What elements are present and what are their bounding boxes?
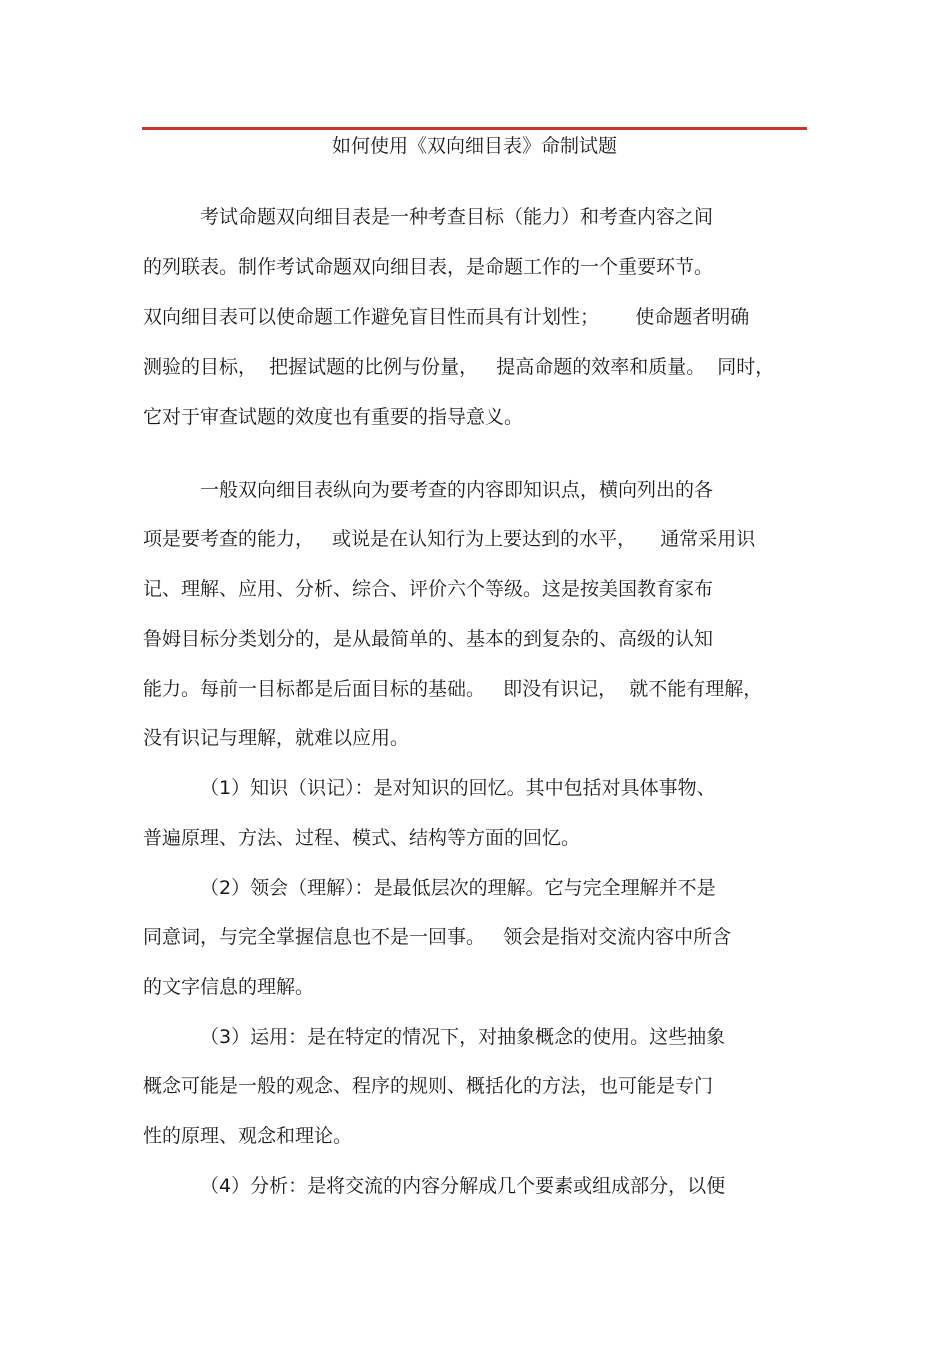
body-line: （3）运用：是在特定的情况下，对抽象概念的使用。这些抽象 <box>200 1026 726 1048</box>
body-line: 鲁姆目标分类划分的，是从最简单的、基本的到复杂的、高级的认知 <box>143 628 714 650</box>
body-line: 普遍原理、方法、过程、模式、结构等方面的回忆。 <box>143 827 581 849</box>
body-line: 的文字信息的理解。 <box>143 976 315 998</box>
body-line: 性的原理、观念和理论。 <box>143 1125 353 1147</box>
document-title: 如何使用《双向细目表》命制试题 <box>331 135 617 157</box>
body-line: （1）知识（识记）：是对知识的回忆。其中包括对具体事物、 <box>200 777 716 799</box>
body-line: （4）分析：是将交流的内容分解成几个要素或组成部分，以便 <box>200 1175 726 1197</box>
body-line: 测验的目标， 把握试题的比例与份量， 提高命题的效率和质量。 同时， <box>143 356 775 378</box>
header-rule <box>142 127 807 130</box>
body-line: 概念可能是一般的观念、程序的规则、概括化的方法，也可能是专门 <box>143 1075 714 1097</box>
body-line: 记、理解、应用、分析、综合、评价六个等级。这是按美国教育家布 <box>143 578 714 600</box>
body-line: 同意词，与完全掌握信息也不是一回事。 领会是指对交流内容中所含 <box>143 926 732 948</box>
body-line: （2）领会（理解）：是最低层次的理解。它与完全理解并不是 <box>200 877 716 899</box>
body-line: 项是要考查的能力， 或说是在认知行为上要达到的水平， 通常采用识 <box>143 528 756 550</box>
body-line: 它对于审查试题的效度也有重要的指导意义。 <box>143 406 524 428</box>
body-line: 能力。每前一目标都是后面目标的基础。 即没有识记， 就不能有理解， <box>143 678 763 700</box>
body-line: 没有识记与理解，就难以应用。 <box>143 727 410 749</box>
body-line: 一般双向细目表纵向为要考查的内容即知识点，横向列出的各 <box>200 479 714 501</box>
body-line: 考试命题双向细目表是一种考查目标（能力）和考查内容之间 <box>200 206 714 228</box>
body-line: 双向细目表可以使命题工作避免盲目性而具有计划性； 使命题者明确 <box>143 306 750 328</box>
body-line: 的列联表。制作考试命题双向细目表，是命题工作的一个重要环节。 <box>143 256 714 278</box>
